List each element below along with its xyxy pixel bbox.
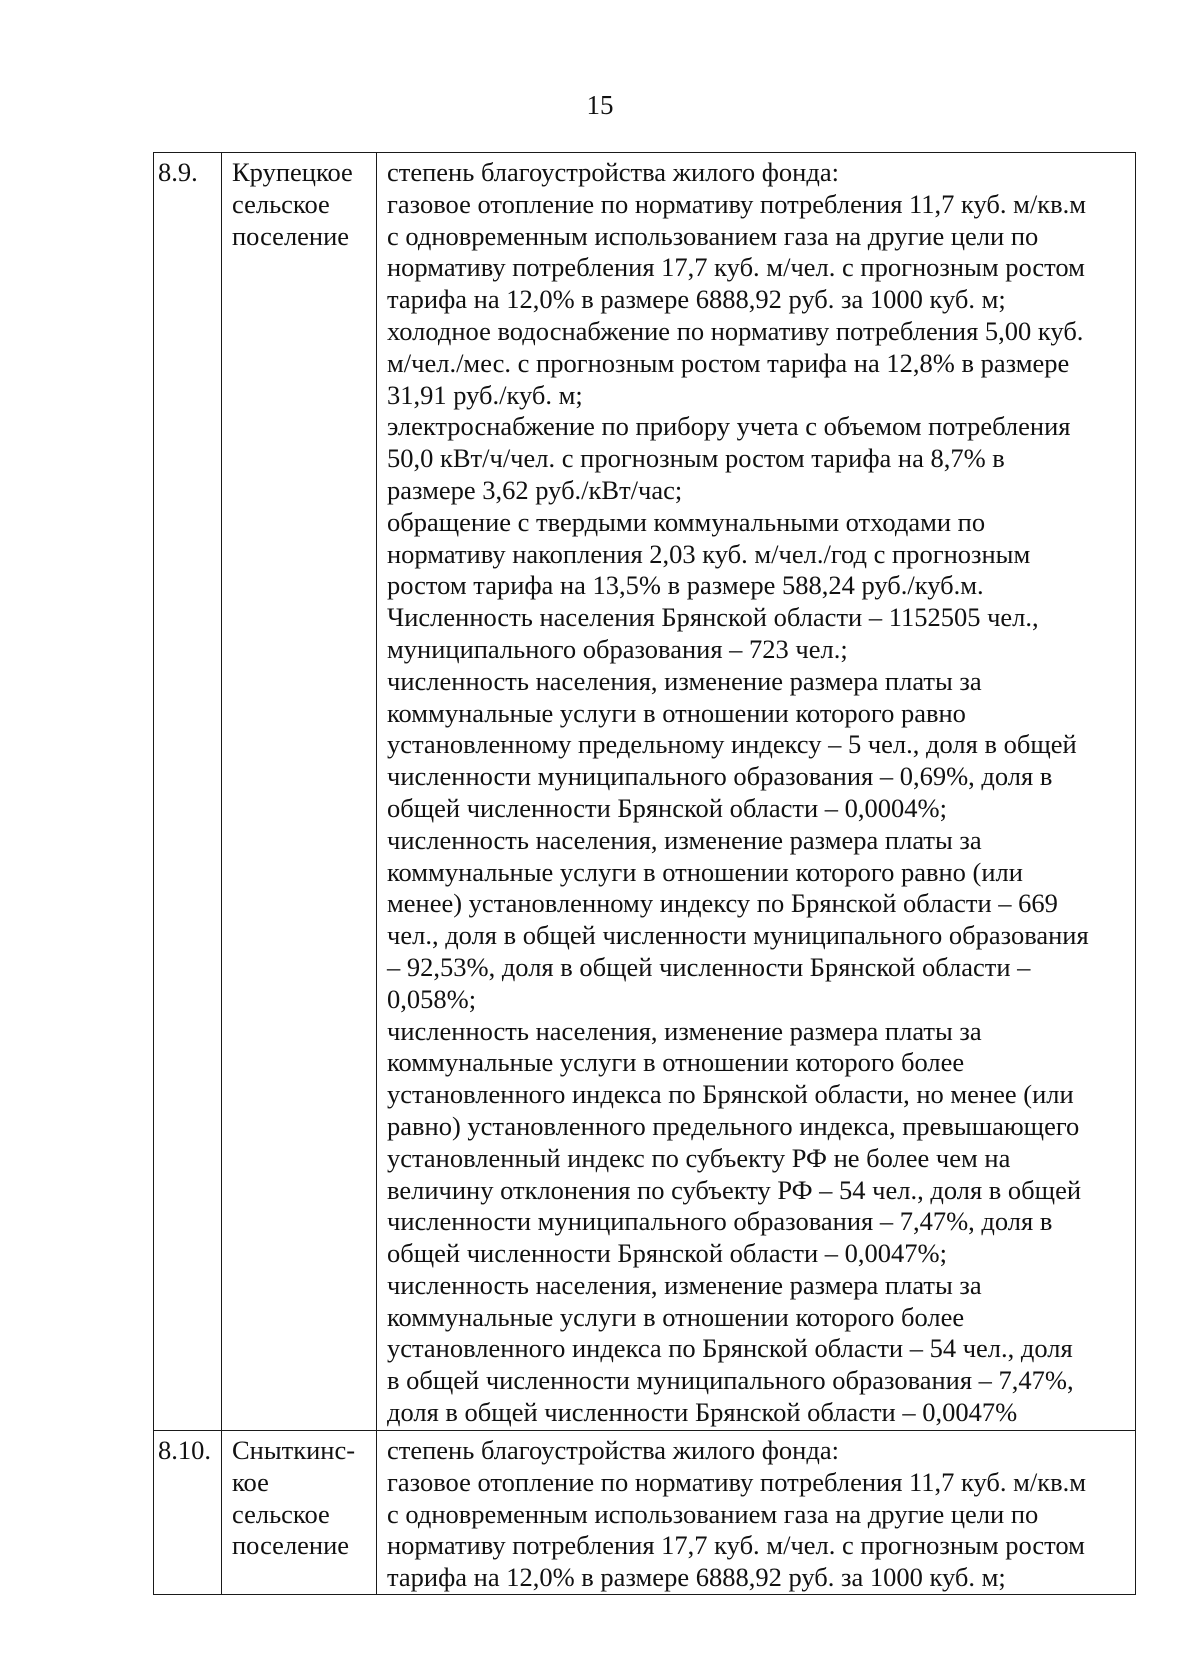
description-line: нормативу потребления 17,7 куб. м/чел. с прогнозным ростом (387, 252, 1085, 283)
description-line: установленному предельному индексу – 5 чел., доля в общей (387, 729, 1077, 760)
description-line: установленного индекса по Брянской области – 54 чел., доля (387, 1333, 1073, 1364)
description-line: установленного индекса по Брянской области, но менее (или (387, 1079, 1074, 1110)
page-number: 15 (586, 90, 614, 120)
description-line: численность населения, изменение размера платы за (387, 665, 982, 696)
description-line: чел., доля в общей численности муниципального образования (387, 920, 1089, 951)
description-line: коммунальные услуги в отношении которого равно (387, 697, 966, 728)
description-line: нормативу накопления 2,03 куб. м/чел./год с прогнозным (387, 538, 1031, 569)
description-line: общей численности Брянской области – 0,0047%; (387, 1238, 947, 1269)
description-line: тарифа на 12,0% в размере 6888,92 руб. за 1000 куб. м; (387, 284, 1006, 315)
description-line: 50,0 кВт/ч/чел. с прогнозным ростом тарифа на 8,7% в (387, 443, 1005, 474)
row-number: 8.10. (154, 1431, 222, 1595)
description-line: доля в общей численности Брянской области – 0,0047% (387, 1397, 1018, 1428)
description-line: муниципального образования – 723 чел.; (387, 633, 848, 664)
description-line: ростом тарифа на 13,5% в размере 588,24 руб./куб.м. (387, 570, 984, 601)
description-line: 0,058%; (387, 983, 477, 1014)
description-line: установленный индекс по субъекту РФ не более чем на (387, 1142, 1011, 1173)
name-line: кое (232, 1466, 269, 1497)
description-line: с одновременным использованием газа на другие цели по (387, 1498, 1039, 1529)
description-line: равно) установленного предельного индекса, превышающего (387, 1110, 1080, 1141)
name-line: Сныткинс- (232, 1435, 356, 1465)
description-line: холодное водоснабжение по нормативу потребления 5,00 куб. (387, 315, 1084, 346)
description-line: с одновременным использованием газа на другие цели по (387, 220, 1039, 251)
description-line: – 92,53%, доля в общей численности Брянской области – (387, 951, 1031, 982)
description-line: менее) установленному индексу по Брянской области – 669 (387, 888, 1058, 919)
description-line: численность населения, изменение размера платы за (387, 1269, 982, 1300)
name-line: сельское (232, 1498, 330, 1529)
description-line: электроснабжение по прибору учета с объемом потребления (387, 411, 1071, 442)
description-line: степень благоустройства жилого фонда: (387, 1435, 839, 1465)
row-number: 8.9. (154, 153, 222, 1431)
description-line: Численность населения Брянской области – 1152505 чел., (387, 602, 1039, 633)
description-line: общей численности Брянской области – 0,0004%; (387, 792, 947, 823)
settlements-table (153, 152, 1136, 1595)
description-line: коммунальные услуги в отношении которого равно (или (387, 856, 1023, 887)
settlement-name (222, 1431, 377, 1595)
description-line: коммунальные услуги в отношении которого более (387, 1301, 965, 1332)
settlement-name (222, 153, 377, 1431)
description-line: величину отклонения по субъекту РФ – 54 чел., доля в общей (387, 1174, 1082, 1205)
table-row (154, 1431, 1136, 1595)
description-line: в общей численности муниципального образования – 7,47%, (387, 1365, 1074, 1396)
description-line: 31,91 руб./куб. м; (387, 379, 583, 410)
name-line: поселение (232, 1530, 350, 1561)
settlement-description (377, 153, 1136, 1431)
description-line: размере 3,62 руб./кВт/час; (387, 474, 683, 505)
settlement-description (377, 1431, 1136, 1595)
table-row (154, 153, 1136, 1431)
description-line: м/чел./мес. с прогнозным ростом тарифа на 12,8% в размере (387, 347, 1070, 378)
description-line: газовое отопление по нормативу потребления 11,7 куб. м/кв.м (387, 1466, 1087, 1497)
name-line: Крупецкое (232, 157, 353, 187)
name-line: сельское (232, 188, 330, 219)
description-line: коммунальные услуги в отношении которого более (387, 1047, 965, 1078)
name-line: поселение (232, 220, 350, 251)
description-line: газовое отопление по нормативу потребления 11,7 куб. м/кв.м (387, 188, 1087, 219)
description-line: нормативу потребления 17,7 куб. м/чел. с прогнозным ростом (387, 1530, 1085, 1561)
description-line: численности муниципального образования – 0,69%, доля в (387, 761, 1053, 792)
description-line: численности муниципального образования – 7,47%, доля в (387, 1206, 1053, 1237)
description-line: обращение с твердыми коммунальными отходами по (387, 506, 986, 537)
description-line: численность населения, изменение размера платы за (387, 1015, 982, 1046)
description-line: тарифа на 12,0% в размере 6888,92 руб. за 1000 куб. м; (387, 1562, 1006, 1593)
description-line: степень благоустройства жилого фонда: (387, 157, 839, 187)
description-line: численность населения, изменение размера платы за (387, 824, 982, 855)
